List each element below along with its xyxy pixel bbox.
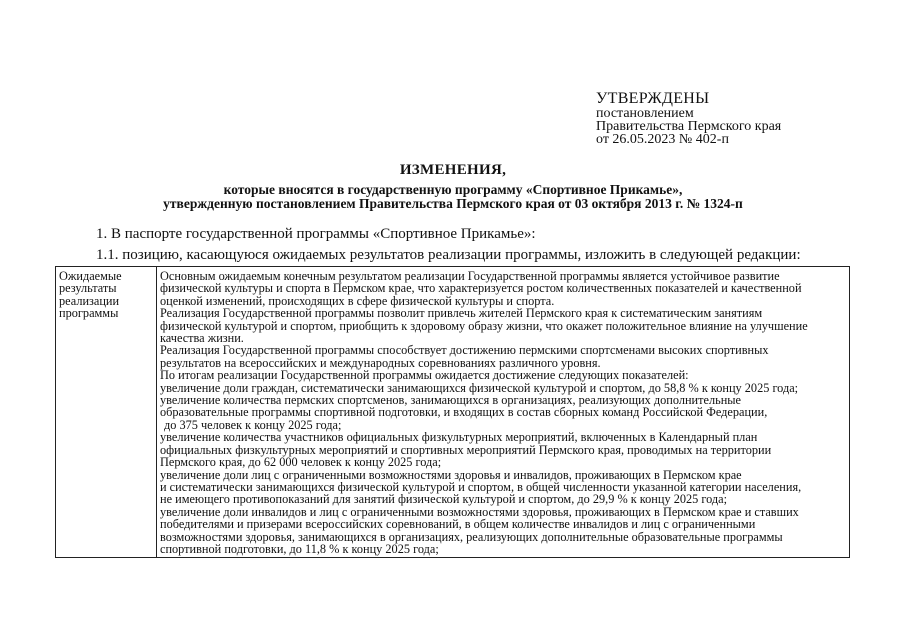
content-line: физической культуры и спорта в Пермском крае, что характеризуется ростом количественных показателей и качественной xyxy=(160,281,802,296)
subtitle-line-1: которые вносятся в государственную программу «Спортивное Прикамье», xyxy=(223,182,683,197)
content-line: и систематически занимающихся физической культурой и спортом, в общей численности указанной категории населения, xyxy=(160,479,802,494)
content-line: Основным ожидаемым конечным результатом реализации Государственной программы является устойчивое развитие xyxy=(160,269,780,283)
results-table xyxy=(55,266,850,558)
label-line: реализации xyxy=(59,293,120,308)
content-line: Реализация Государственной программы способствует достижению пермскими спортсменами высоких спортивных xyxy=(160,343,769,358)
content-line: результатов на всероссийских и международных соревнованиях различного уровня. xyxy=(160,355,601,370)
label-line: результаты xyxy=(59,281,117,296)
content-line: увеличение доли инвалидов и лиц с ограниченными возможностями здоровья, проживающих в Пермском крае и ставших xyxy=(160,504,799,519)
content-line: увеличение количества пермских спортсменов, занимающихся в организациях, реализующих дополнительные xyxy=(160,393,742,408)
content-line: победителями и призерами всероссийских соревнований, в общем количестве инвалидов и лиц с ограниченными xyxy=(160,517,756,532)
document-subtitle xyxy=(0,183,906,211)
content-line: официальных физкультурных мероприятий и спортивных мероприятий Пермского края, проводимых на территории xyxy=(160,442,772,457)
content-line: увеличение количества участников официальных физкультурных мероприятий, включенных в Календарный план xyxy=(160,430,758,445)
document-title: ИЗМЕНЕНИЯ, xyxy=(399,162,507,178)
approved-line-3: от 26.05.2023 № 402-п xyxy=(596,132,729,147)
table-content-cell xyxy=(157,267,850,558)
approved-line-2: Правительства Пермского края xyxy=(596,119,782,134)
content-line: до 375 человек к концу 2025 года; xyxy=(164,417,342,432)
table-label-cell xyxy=(56,267,157,558)
content-line: не имеющего противопоказаний для занятий физической культурой и спортом, до 29,9 % к концу 2025 года; xyxy=(160,492,728,507)
approved-line-1: постановлением xyxy=(596,106,694,121)
content-line: увеличение доли граждан, систематически занимающихся физической культурой и спортом, до 58,8 % к концу 2025 года; xyxy=(160,380,799,395)
label-line: Ожидаемые xyxy=(59,269,122,283)
content-line: оценкой изменений, происходящих в сфере физической культуры и спорта. xyxy=(160,293,555,308)
content-line: качества жизни. xyxy=(160,331,244,346)
content-line: спортивной подготовки, до 11,8 % к концу 2025 года; xyxy=(160,541,439,556)
content-line: увеличение доли лиц с ограниченными возможностями здоровья и инвалидов, проживающих в Пермском крае xyxy=(160,467,742,482)
approved-title: УТВЕРЖДЕНЫ xyxy=(596,90,710,107)
content-line: возможностями здоровья, занимающихся в организациях, реализующих дополнительные образовательные программы xyxy=(160,529,783,544)
label-line: программы xyxy=(59,306,119,321)
approval-stamp xyxy=(596,90,781,146)
point-1-1: 1.1. позицию, касающуюся ожидаемых результатов реализации программы, изложить в следующей редакции: xyxy=(96,247,801,263)
content-line: образовательные программы спортивной подготовки, и входящих в состав сборных команд Российской Федерации, xyxy=(160,405,768,420)
subtitle-line-2: утвержденную постановлением Правительства Пермского края от 03 октября 2013 г. № 1324-п xyxy=(163,196,743,211)
table-row xyxy=(56,267,850,558)
content-line: физической культурой и спортом, приобщить к здоровому образу жизни, что окажет положительное влияние на улучшение xyxy=(160,318,808,333)
point-1: 1. В паспорте государственной программы «Спортивное Прикамье»: xyxy=(96,226,536,242)
content-line: Реализация Государственной программы позволит привлечь жителей Пермского края к систематическим занятиям xyxy=(160,306,763,321)
content-line: По итогам реализации Государственной программы ожидается достижение следующих показателей: xyxy=(160,368,689,383)
content-line: Пермского края, до 62 000 человек к концу 2025 года; xyxy=(160,455,442,470)
